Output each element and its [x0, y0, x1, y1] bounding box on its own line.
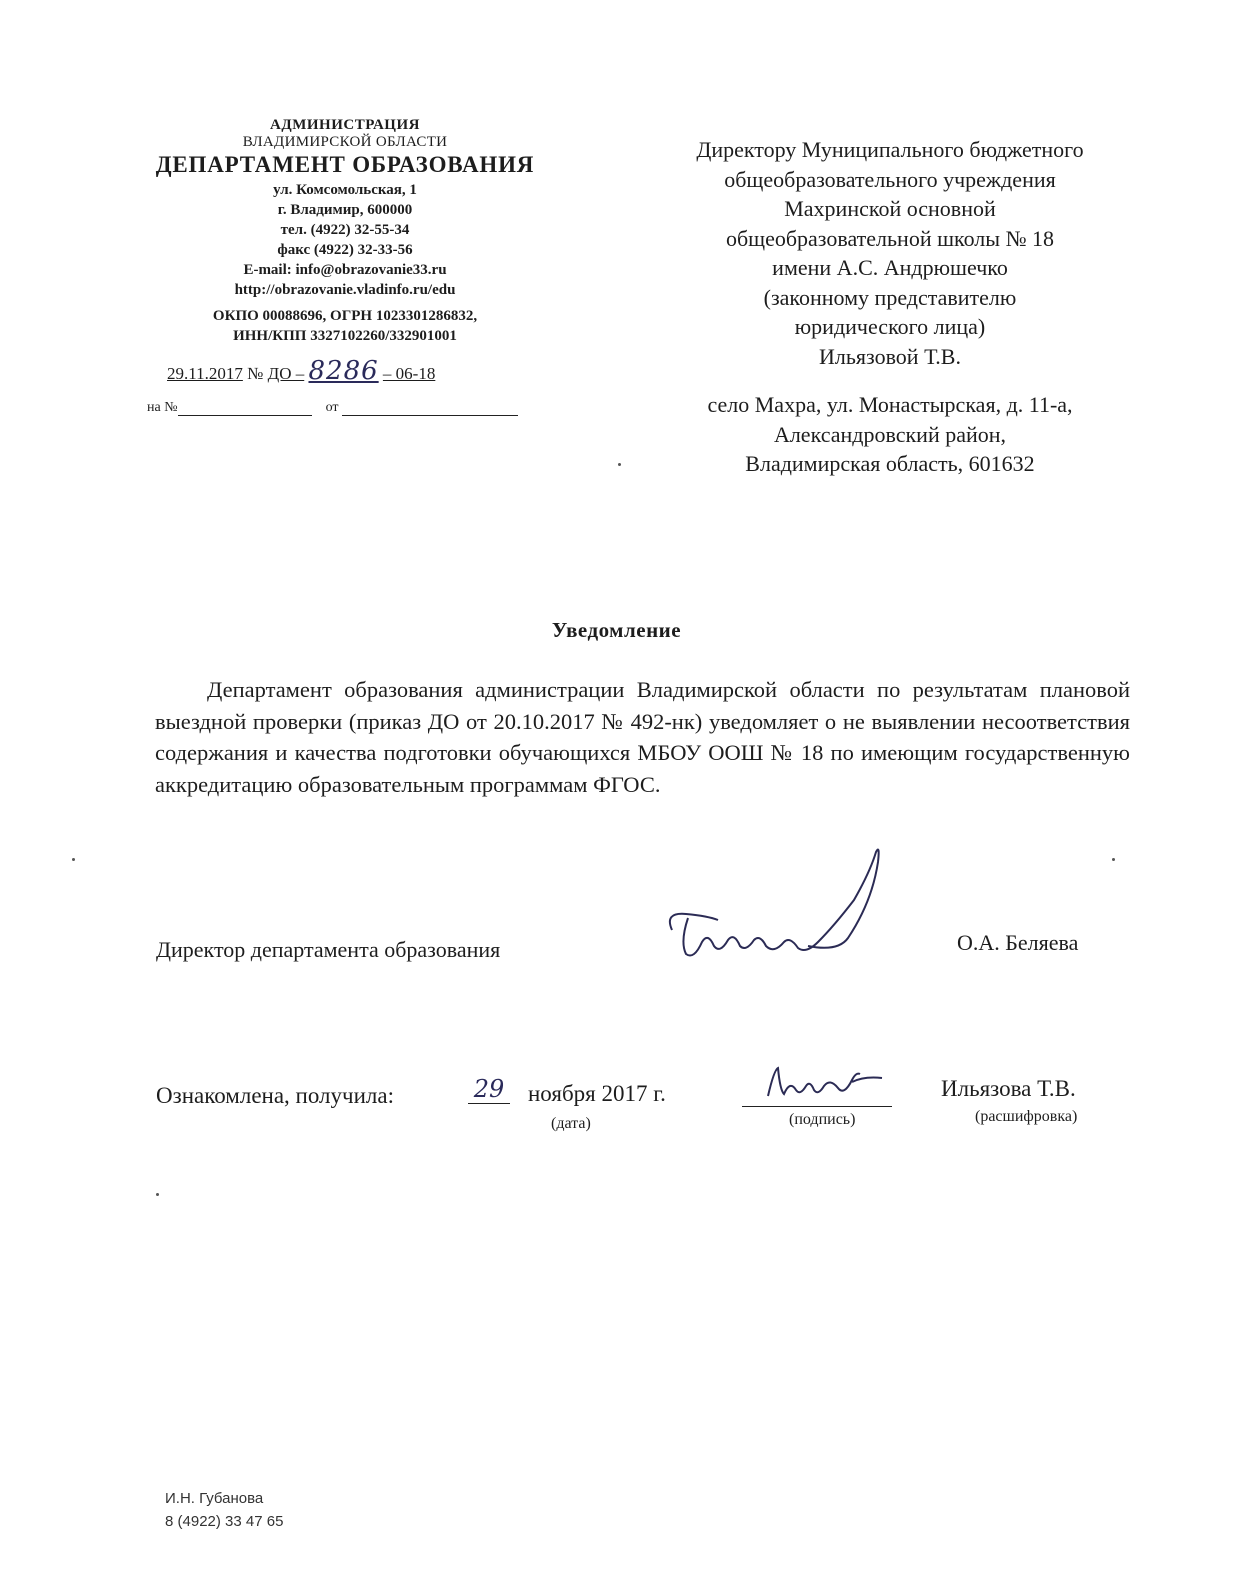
executor-phone: 8 (4922) 33 47 65	[165, 1513, 284, 1530]
acknowledgement-name: Ильязова Т.В.	[941, 1076, 1076, 1101]
recipient-line: общеобразовательного учреждения	[724, 166, 1056, 192]
registration-prefix: ДО –	[267, 364, 305, 383]
scan-speck	[72, 858, 75, 861]
signatory-position: Директор департамента образования	[156, 937, 501, 962]
reference-line	[147, 400, 518, 416]
reference-number-blank	[178, 401, 312, 416]
recipient-address-line: село Махра, ул. Монастырская, д. 11-а,	[707, 392, 1073, 417]
signatory-name: О.А. Беляева	[957, 930, 1079, 955]
acknowledgement-label: Ознакомлена, получила:	[156, 1083, 394, 1108]
recipient-address	[640, 390, 1140, 479]
recipient-block	[640, 135, 1140, 371]
executor-block	[165, 1487, 283, 1533]
recipient-address-line: Владимирская область, 601632	[745, 451, 1035, 476]
decode-caption: (расшифровка)	[975, 1108, 1078, 1125]
scan-speck	[1112, 858, 1115, 861]
registration-date: 29.11.2017	[167, 364, 243, 383]
sender-email: E-mail: info@obrazovanie33.ru	[243, 262, 447, 278]
sender-fax: факс (4922) 32-33-56	[277, 242, 413, 258]
recipient-address-line: Александровский район,	[773, 421, 1007, 447]
recipient-line: Директору Муниципального бюджетного	[696, 137, 1084, 162]
notification-body: Департамент образования администрации Владимирской области по результатам плановой выездной проверки (приказ ДО от 20.10.2017 № 492-нк) уведомляет о не выявлении несоответствия содержания и качества подготовки обучающихся МБОУ ООШ № 18 по имеющим государственную аккредитацию образовательным программам ФГОС.	[155, 677, 1130, 797]
executor-name: И.Н. Губанова	[165, 1490, 264, 1507]
signature-line	[742, 1106, 892, 1107]
sender-city: г. Владимир, 600000	[277, 202, 413, 218]
scan-speck	[156, 1193, 159, 1196]
recipient-signature	[760, 1060, 890, 1108]
acknowledgement-day: 29	[468, 1075, 510, 1104]
sender-website: http://obrazovanie.vladinfo.ru/edu	[234, 282, 456, 298]
sender-admin: АДМИНИСТРАЦИЯ	[270, 117, 420, 133]
sender-region: ВЛАДИМИРСКОЙ ОБЛАСТИ	[242, 134, 448, 150]
scan-speck	[618, 463, 621, 466]
registration-line	[167, 356, 435, 386]
sender-codes-2: ИНН/КПП 3327102260/332901001	[233, 328, 457, 344]
date-caption: (дата)	[551, 1115, 591, 1132]
reference-date-blank	[342, 401, 518, 416]
recipient-line: юридического лица)	[794, 314, 986, 339]
recipient-line: (законному представителю	[763, 284, 1017, 310]
document-title: Уведомление	[551, 618, 682, 642]
acknowledgement-month-year: ноября 2017 г.	[528, 1081, 666, 1106]
recipient-line: Махринской основной	[784, 196, 996, 221]
sender-street: ул. Комсомольская, 1	[273, 182, 417, 198]
signature-caption: (подпись)	[789, 1111, 856, 1128]
registration-no-label: №	[247, 364, 264, 383]
sender-phone: тел. (4922) 32-55-34	[280, 222, 410, 238]
director-signature	[658, 842, 888, 967]
recipient-line: общеобразовательной школы № 18	[725, 225, 1055, 251]
sender-block	[140, 116, 550, 346]
registration-handwritten-number: 8286	[308, 356, 379, 386]
reference-from-label: от	[325, 400, 339, 415]
registration-suffix: – 06-18	[382, 364, 436, 383]
recipient-line: имени А.С. Андрюшечко	[772, 255, 1008, 280]
recipient-line: Ильязовой Т.В.	[818, 343, 961, 369]
sender-codes-1: ОКПО 00088696, ОГРН 1023301286832,	[212, 308, 478, 324]
reference-on-label: на №	[147, 400, 178, 415]
sender-department: ДЕПАРТАМЕНТ ОБРАЗОВАНИЯ	[155, 152, 535, 177]
